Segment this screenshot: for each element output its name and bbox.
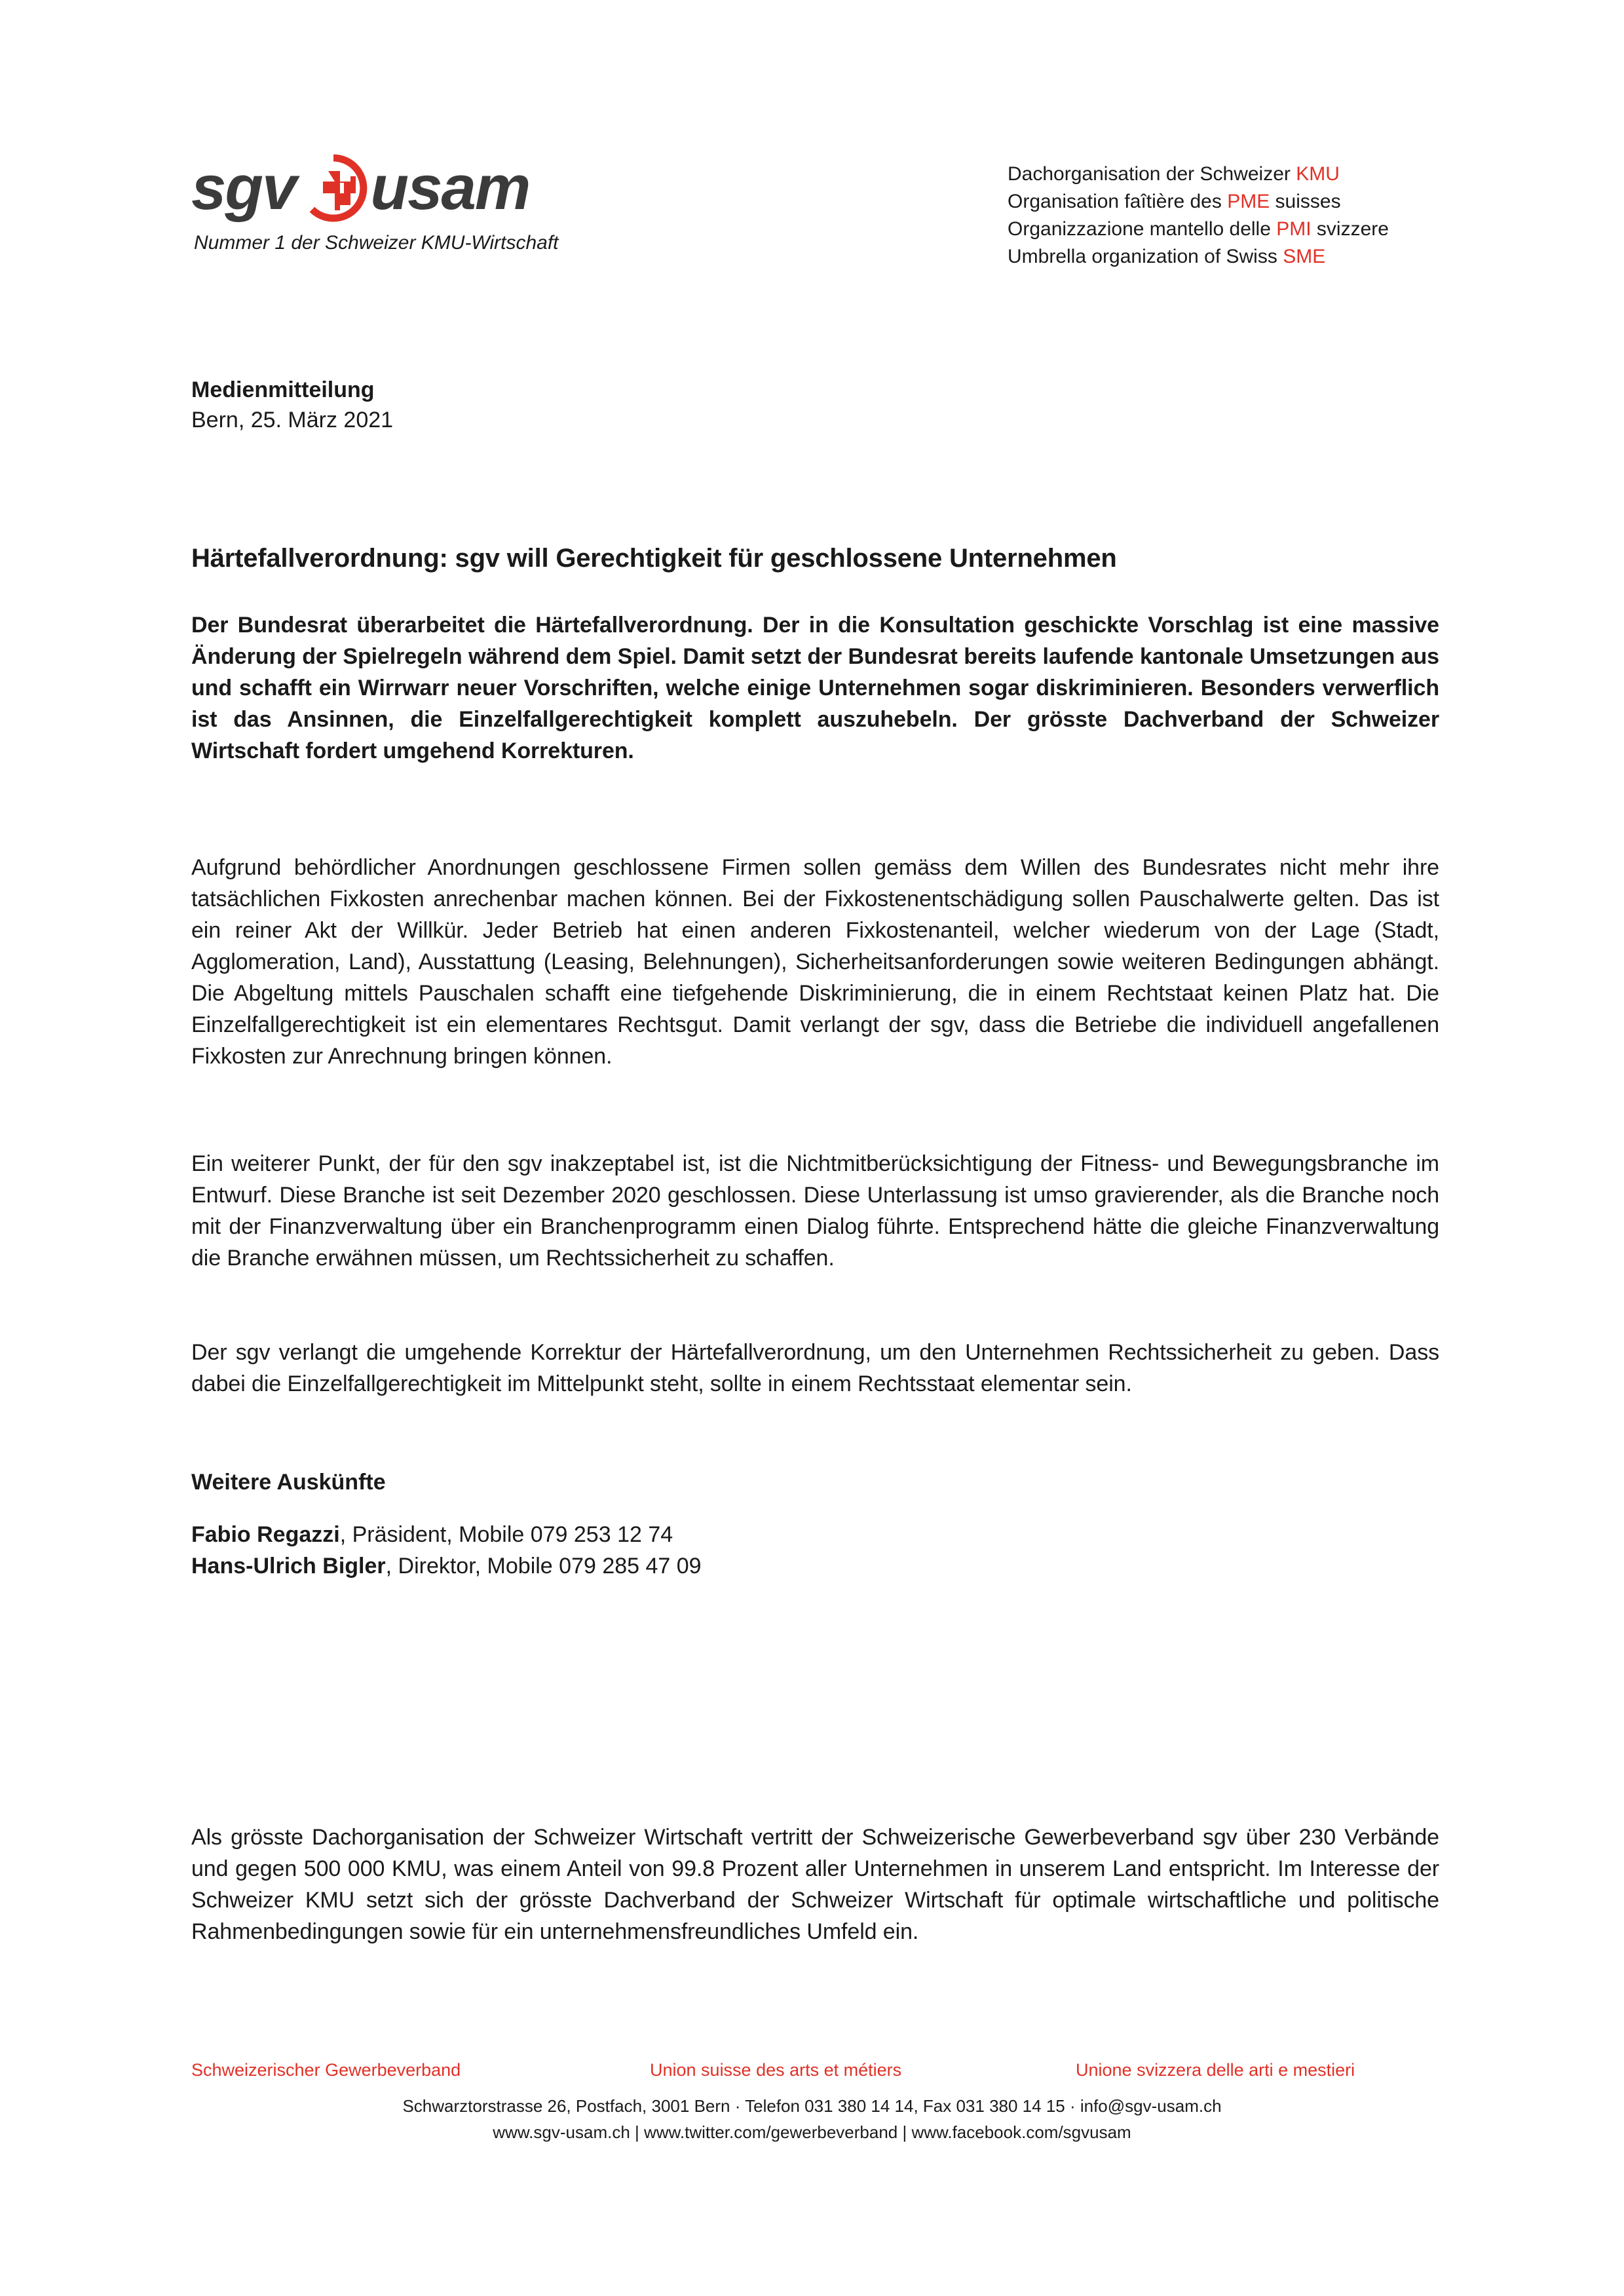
org-line-prefix: Dachorganisation der Schweizer xyxy=(1008,163,1296,185)
org-line-prefix: Umbrella organization of Swiss xyxy=(1008,246,1283,267)
org-line xyxy=(1008,161,1389,188)
org-line-highlight: PME xyxy=(1227,191,1270,212)
footer-address-line: Schwarztorstrasse 26, Postfach, 3001 Bern · Telefon 031 380 14 14, Fax 031 380 14 15 · info@sgv-usam.ch xyxy=(402,2096,1222,2116)
org-line-highlight: KMU xyxy=(1296,163,1340,185)
contact-item xyxy=(191,1550,702,1582)
contact-details: , Direktor, Mobile 079 285 47 09 xyxy=(385,1554,702,1578)
footer-org-name-fr: Union suisse des arts et métiers xyxy=(650,2060,902,2080)
body-paragraph-3: Der sgv verlangt die umgehende Korrektur der Härtefallverordnung, um den Unternehmen Rechtssicherheit zu geben. Dass dabei die Einzelfallgerechtigkeit im Mittelpunkt steht, sollte in einem Rechtsstaat elementar sein. xyxy=(191,1340,1439,1396)
footer-address-block xyxy=(0,2093,1624,2145)
sgv-usam-logo xyxy=(191,152,597,256)
org-line xyxy=(1008,243,1389,271)
contact-list xyxy=(191,1519,702,1582)
contact-item xyxy=(191,1519,702,1550)
body-paragraph-1: Aufgrund behördlicher Anordnungen geschlossene Firmen sollen gemäss dem Willen des Bundesrates nicht mehr ihre tatsächlichen Fixkosten anrechenbar machen können. Bei der Fixkostenentschädigung sollen Pauschalwerte gelten. Das ist ein reiner Akt der Willkür. Jeder Betrieb hat einen anderen Fixkostenanteil, welcher wiederum von der Lage (Stadt, Agglomeration, Land), Ausstattung (Leasing, Belehnungen), Sicherheitsanforderungen sowie weiteren Bedingungen abhängt. Die Abgeltung mittels Pauschalen schafft eine tiefgehende Diskriminierung, die in einem Rechtstaat keinen Platz hat. Die Einzelfallgerechtigkeit ist ein elementares Rechtsgut. Damit verlangt der sgv, dass die Betriebe die individuell angefallenen Fixkosten zur Anrechnung bringen können. xyxy=(191,855,1439,1069)
org-line-suffix: svizzere xyxy=(1311,218,1389,240)
lead-paragraph: Der Bundesrat überarbeitet die Härtefallverordnung. Der in die Konsultation geschickte Vorschlag ist eine massive Änderung der Spielregeln während dem Spiel. Damit setzt der Bundesrat bereits laufende kantonale Umsetzungen aus und schafft ein Wirrwarr neuer Vorschriften, welche einige Unternehmen sogar diskriminieren. Besonders verwerflich ist das Ansinnen, die Einzelfallgerechtigkeit komplett auszuhebeln. Der grösste Dachverband der Schweizer Wirtschaft fordert umgehend Korrekturen. xyxy=(191,613,1439,763)
page-header xyxy=(0,0,1624,308)
org-line xyxy=(1008,216,1389,243)
page-footer xyxy=(0,2057,1624,2145)
contact-name: Hans-Ulrich Bigler xyxy=(191,1554,386,1578)
logo-wordmark xyxy=(191,152,597,224)
page-title: Härtefallverordnung: sgv will Gerechtigkeit für geschlossene Unternehmen xyxy=(191,544,1117,573)
org-line-prefix: Organisation faîtière des xyxy=(1008,191,1228,212)
org-line-highlight: SME xyxy=(1283,246,1326,267)
contact-heading: Weitere Auskünfte xyxy=(191,1470,386,1495)
org-line xyxy=(1008,188,1389,216)
footer-org-name-de: Schweizerischer Gewerbeverband xyxy=(191,2060,461,2080)
place-and-date: Bern, 25. März 2021 xyxy=(191,408,394,432)
footer-org-name-it: Unione svizzera delle arti e mestieri xyxy=(1076,2060,1355,2080)
sgv-circle-swiss-cross-logo-icon xyxy=(299,154,368,222)
footer-organization-names xyxy=(191,2057,1475,2082)
body-paragraph-2: Ein weiterer Punkt, der für den sgv inakzeptabel ist, ist die Nichtmitberücksichtigung der Fitness- und Bewegungsbranche im Entwurf. Diese Branche ist seit Dezember 2020 geschlossen. Diese Unterlassung ist umso gravierender, als die Branche noch mit der Finanzverwaltung über ein Branchenprogramm einen Dialog führte. Entsprechend hätte die gleiche Finanzverwaltung die Branche erwähnen müssen, um Rechtssicherheit zu schaffen. xyxy=(191,1151,1439,1271)
document-type-label: Medienmitteilung xyxy=(191,377,375,402)
organization-languages-block xyxy=(1008,161,1389,271)
logo-word-sgv: sgv xyxy=(191,153,296,223)
contact-details: , Präsident, Mobile 079 253 12 74 xyxy=(339,1522,673,1547)
org-line-highlight: PMI xyxy=(1276,218,1312,240)
org-line-prefix: Organizzazione mantello delle xyxy=(1008,218,1277,240)
document-meta xyxy=(191,375,1436,435)
boilerplate-paragraph: Als grösste Dachorganisation der Schweizer Wirtschaft vertritt der Schweizerische Gewerbeverband sgv über 230 Verbände und gegen 500 000 KMU, was einem Anteil von 99.8 Prozent aller Unternehmen in unserem Land entspricht. Im Interesse der Schweizer KMU setzt sich der grösste Dachverband der Schweizer Wirtschaft für optimale wirtschaftliche und politische Rahmenbedingungen sowie für ein unternehmensfreundliches Umfeld ein. xyxy=(191,1825,1439,1944)
org-line-suffix: suisses xyxy=(1270,191,1341,212)
logo-word-usam: usam xyxy=(370,153,530,223)
logo-tagline: Nummer 1 der Schweizer KMU-Wirtschaft xyxy=(194,232,559,254)
contact-name: Fabio Regazzi xyxy=(191,1522,340,1547)
footer-links-line[interactable]: www.sgv-usam.ch | www.twitter.com/gewerbeverband | www.facebook.com/sgvusam xyxy=(493,2122,1131,2142)
